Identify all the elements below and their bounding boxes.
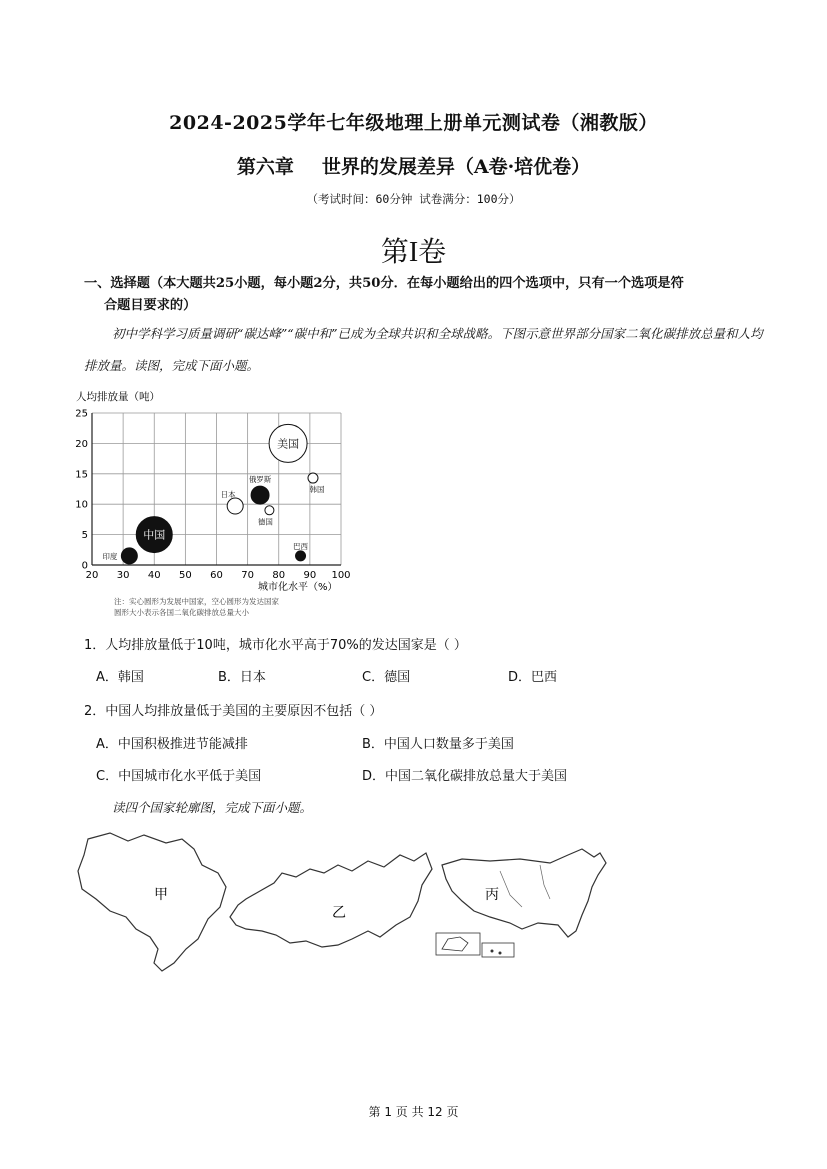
- x-tick-label: 30: [116, 570, 130, 581]
- x-tick-label: 40: [147, 570, 161, 581]
- map-label-jia: 甲: [154, 887, 168, 903]
- point-label: 巴西: [293, 541, 309, 551]
- question-1-option-d[interactable]: D．巴西: [508, 670, 558, 685]
- point-label: 俄罗斯: [248, 475, 272, 485]
- y-tick-label: 10: [75, 499, 88, 511]
- alaska-outline: [442, 937, 468, 951]
- x-tick-label: 100: [331, 570, 351, 581]
- part-heading: 第I卷: [380, 237, 447, 268]
- y-tick-label: 5: [81, 530, 88, 542]
- y-tick-label: 20: [75, 438, 88, 450]
- emissions-chart: [70, 385, 370, 620]
- question-1-option-a[interactable]: A．韩国: [96, 670, 144, 685]
- chapter-number: 第六章: [236, 156, 294, 178]
- question-1-stem: 1．人均排放量低于10吨，城市化水平高于70%的发达国家是（ ）: [84, 638, 467, 653]
- x-axis-label: 城市化水平（%）: [258, 582, 338, 593]
- map-label-bing: 丙: [485, 887, 499, 903]
- point-label: 韩国: [309, 485, 325, 495]
- chapter-title: 世界的发展差异（A卷·培优卷）: [321, 156, 591, 178]
- point-label: 美国: [277, 437, 300, 451]
- data-point: [308, 473, 318, 483]
- y-axis-label: 人均排放量（吨）: [76, 391, 160, 403]
- data-points: [102, 424, 325, 563]
- data-point: [251, 486, 269, 504]
- question-1-option-c[interactable]: C．德国: [362, 670, 411, 685]
- data-point: [227, 498, 243, 514]
- exam-meta: （考试时间：60分钟 试卷满分：100分）: [306, 192, 521, 206]
- data-point: [265, 506, 274, 515]
- page-footer: 第 1 页 共 12 页: [368, 1105, 459, 1119]
- question-2-option-a[interactable]: A．中国积极推进节能减排: [96, 737, 248, 752]
- chapter-subtitle: [0, 152, 827, 179]
- point-label: 印度: [102, 551, 118, 561]
- x-ticks: [86, 570, 351, 581]
- map-label-yi: 乙: [332, 905, 346, 921]
- x-tick-label: 60: [210, 570, 223, 581]
- alaska-inset-box: [436, 933, 480, 955]
- hawaii-inset-box: [482, 943, 514, 957]
- question-2-option-b[interactable]: B．中国人口数量多于美国: [362, 737, 514, 752]
- section-line-1: 一、选择题（本大题共25小题，每小题2分，共50分．在每小题给出的四个选项中，只有一个选项是符: [84, 276, 684, 291]
- question-2-stem: 2．中国人均排放量低于美国的主要原因不包括（ ）: [84, 704, 383, 719]
- chart-note-1: 注：实心圆形为发展中国家，空心圆形为发达国家: [114, 597, 279, 606]
- question-2-option-d[interactable]: D．中国二氧化碳排放总量大于美国: [362, 769, 568, 784]
- point-label: 日本: [220, 490, 236, 500]
- question-intro: 初中学科学习质量调研“碳达峰”“碳中和”已成为全球共识和全球战略。下图示意世界部分国家二氧化碳排放总量和人均排放量。读图，完成下面小题。: [84, 326, 763, 373]
- usa-outline: [442, 849, 606, 937]
- y-tick-label: 25: [75, 408, 88, 420]
- point-label: 德国: [257, 517, 273, 527]
- data-point: [121, 548, 137, 564]
- brazil-outline: [78, 833, 226, 971]
- exam-title: 2024-2025学年七年级地理上册单元测试卷（湘教版）: [169, 112, 658, 134]
- x-tick-label: 70: [241, 570, 254, 581]
- data-point: [296, 551, 306, 561]
- y-tick-label: 0: [81, 560, 88, 572]
- map-intro: 读四个国家轮廓图，完成下面小题。: [112, 800, 313, 815]
- chart-note-2: 圆形大小表示各国二氧化碳排放总量大小: [114, 608, 249, 617]
- country-outline-maps: [70, 825, 620, 980]
- question-1-option-b[interactable]: B．日本: [218, 670, 266, 685]
- y-ticks: [75, 409, 88, 572]
- x-tick-label: 90: [303, 570, 317, 581]
- section-heading: [84, 273, 764, 317]
- question-2-option-c[interactable]: C．中国城市化水平低于美国: [96, 769, 262, 784]
- russia-outline: [230, 853, 432, 947]
- point-label: 中国: [143, 528, 166, 542]
- x-tick-label: 50: [179, 570, 192, 581]
- x-tick-label: 20: [85, 570, 99, 581]
- section-line-2: 合题目要求的）: [104, 298, 197, 313]
- y-tick-label: 15: [75, 469, 88, 481]
- x-tick-label: 80: [272, 570, 286, 581]
